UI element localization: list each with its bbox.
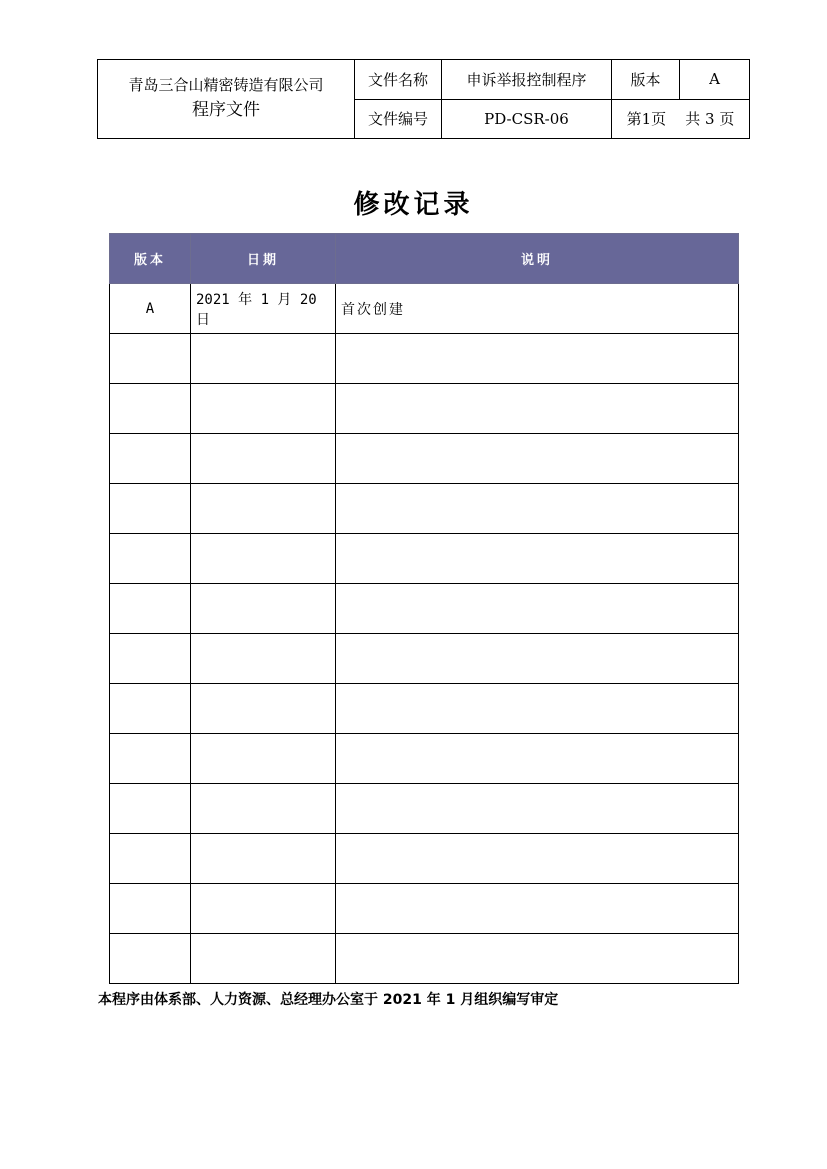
cell-version [110, 434, 191, 484]
cell-date [191, 784, 336, 834]
cell-version [110, 634, 191, 684]
table-row [110, 434, 739, 484]
table-row [110, 634, 739, 684]
doc-type: 程序文件 [192, 100, 260, 121]
cell-date [191, 384, 336, 434]
page-info [612, 99, 750, 139]
total-pages: 共 3 页 [685, 110, 735, 129]
cell-version [110, 684, 191, 734]
cell-version [110, 934, 191, 984]
version-label: 版本 [612, 60, 680, 100]
cell-version: A [110, 284, 191, 334]
cell-description [336, 584, 739, 634]
cell-date [191, 334, 336, 384]
cell-version [110, 384, 191, 434]
table-row [110, 284, 739, 334]
file-no: PD-CSR-06 [442, 99, 612, 139]
revision-table-body [110, 284, 739, 984]
cell-description [336, 834, 739, 884]
cell-date [191, 534, 336, 584]
col-header-date: 日期 [191, 234, 336, 284]
cell-version [110, 484, 191, 534]
cell-version [110, 534, 191, 584]
table-row [110, 884, 739, 934]
table-row [110, 684, 739, 734]
file-no-label: 文件编号 [355, 99, 442, 139]
cell-description [336, 484, 739, 534]
cell-version [110, 734, 191, 784]
table-row [110, 334, 739, 384]
company-cell [98, 60, 355, 139]
cell-date [191, 884, 336, 934]
cell-version [110, 784, 191, 834]
cell-date [191, 684, 336, 734]
cell-date [191, 634, 336, 684]
cell-description [336, 934, 739, 984]
cell-date [191, 584, 336, 634]
cell-description [336, 384, 739, 434]
revision-table [109, 233, 739, 984]
document-header-table [97, 59, 750, 139]
company-name: 青岛三合山精密铸造有限公司 [128, 76, 324, 95]
cell-description [336, 734, 739, 784]
cell-version [110, 834, 191, 884]
cell-description [336, 684, 739, 734]
table-row [110, 734, 739, 784]
cell-description [336, 534, 739, 584]
revision-table-header [110, 234, 739, 284]
cell-version [110, 884, 191, 934]
cell-date [191, 934, 336, 984]
cell-description [336, 434, 739, 484]
table-row [110, 784, 739, 834]
cell-description [336, 884, 739, 934]
cell-description: 首次创建 [336, 284, 739, 334]
table-row [110, 934, 739, 984]
cell-version [110, 334, 191, 384]
page-title: 修改记录 [353, 190, 474, 220]
cell-version [110, 584, 191, 634]
cell-date [191, 484, 336, 534]
version-value: A [680, 60, 750, 100]
col-header-version: 版本 [110, 234, 191, 284]
table-row [110, 834, 739, 884]
cell-date [191, 834, 336, 884]
page-number: 第1页 [626, 110, 667, 129]
table-row [110, 484, 739, 534]
cell-date [191, 434, 336, 484]
cell-date [191, 734, 336, 784]
cell-description [336, 634, 739, 684]
approval-note: 本程序由体系部、人力资源、总经理办公室于 2021 年 1 月组织编写审定 [98, 992, 559, 1008]
cell-description [336, 334, 739, 384]
table-row [110, 584, 739, 634]
cell-description [336, 784, 739, 834]
table-row [110, 534, 739, 584]
file-name-label: 文件名称 [355, 60, 442, 100]
table-row [110, 384, 739, 434]
file-name: 申诉举报控制程序 [442, 60, 612, 100]
col-header-description: 说明 [336, 234, 739, 284]
cell-date: 2021 年 1 月 20 日 [191, 284, 336, 334]
